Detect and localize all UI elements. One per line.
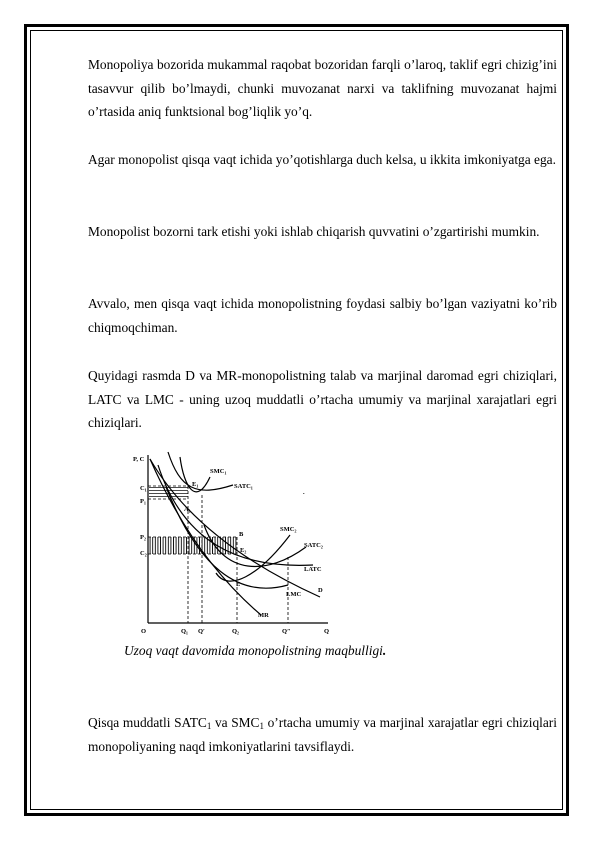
smc1-label: SMC₁ (210, 468, 227, 475)
c2-label: C₂ (140, 550, 147, 557)
smc2-label: SMC₂ (280, 526, 297, 533)
e1-label: E₁ (192, 481, 199, 488)
qdouble-label: Q″ (282, 628, 291, 635)
satc1-label: SATC₁ (234, 483, 253, 490)
p2-label: P₂ (140, 534, 146, 541)
x-axis-label: Q (324, 628, 330, 635)
e2-label: E₂ (240, 547, 247, 554)
lmc-label: LMC (286, 591, 302, 598)
paragraph-6: Qisqa muddatli $SATC_1$ va $SMC_1$ o’rtacha umumiy va marjinal xarajatlar egri chiziqlari monopoliyaning naqd imkoniyatlarini tavsiflaydi. (88, 715, 557, 754)
paragraph-3: Monopolist bozorni tark etishi yoki ishlab chiqarish quvvatini o’zgartirishi mumkin. (88, 224, 540, 239)
q1-label: Q₁ (181, 628, 189, 635)
paragraph-5: Quyidagi rasmda D va MR-monopolistning talab va marjinal daromad egri chiziqlari, LATC va LMC - uning uzoq muddatli o’rtacha umumiy va marjinal xarajatlari egri chiziqlari. (88, 368, 557, 430)
e-label: E (236, 581, 241, 588)
stray-dot: . (303, 489, 305, 496)
paragraph-4: Avvalo, men qisqa vaqt ichida monopolistning foydasi salbiy bo’lgan vaziyatni ko’rib chiqmoqchiman. (88, 296, 557, 335)
figure-caption (124, 643, 386, 659)
latc-label: LATC (304, 566, 322, 573)
b-label: B (239, 531, 244, 538)
qprime-label: Q′ (198, 628, 205, 635)
q2-label: Q₂ (232, 628, 240, 635)
c1-label: C₁ (140, 485, 147, 492)
paragraph-1: Monopoliya bozorida mukammal raqobat bozoridan farqli o’laroq, taklif egri chizig’ini tasavvur qilib bo’lmaydi, chunki muvozanat narxi va taklifning muvozanat hajmi o’rtasida aniq funktsional bog’liqlik yo’q. (88, 57, 557, 119)
p1-label: P₁ (140, 498, 146, 505)
satc2-label: SATC₂ (304, 542, 323, 549)
caption-dot: . (382, 643, 387, 658)
y-axis-label: P, C (133, 456, 145, 463)
caption-text: Uzoq vaqt davomida monopolistning maqbulligi (124, 643, 383, 658)
paragraph-2: Agar monopolist qisqa vaqt ichida yo’qotishlarga duch kelsa, u ikkita imkoniyatga ega. (88, 152, 556, 167)
mr-label: MR (258, 612, 269, 619)
a1-label: A₁ (184, 506, 191, 513)
origin-label: O (141, 628, 147, 635)
d-label: D (318, 587, 323, 594)
monopoly-long-run-diagram (128, 447, 343, 639)
